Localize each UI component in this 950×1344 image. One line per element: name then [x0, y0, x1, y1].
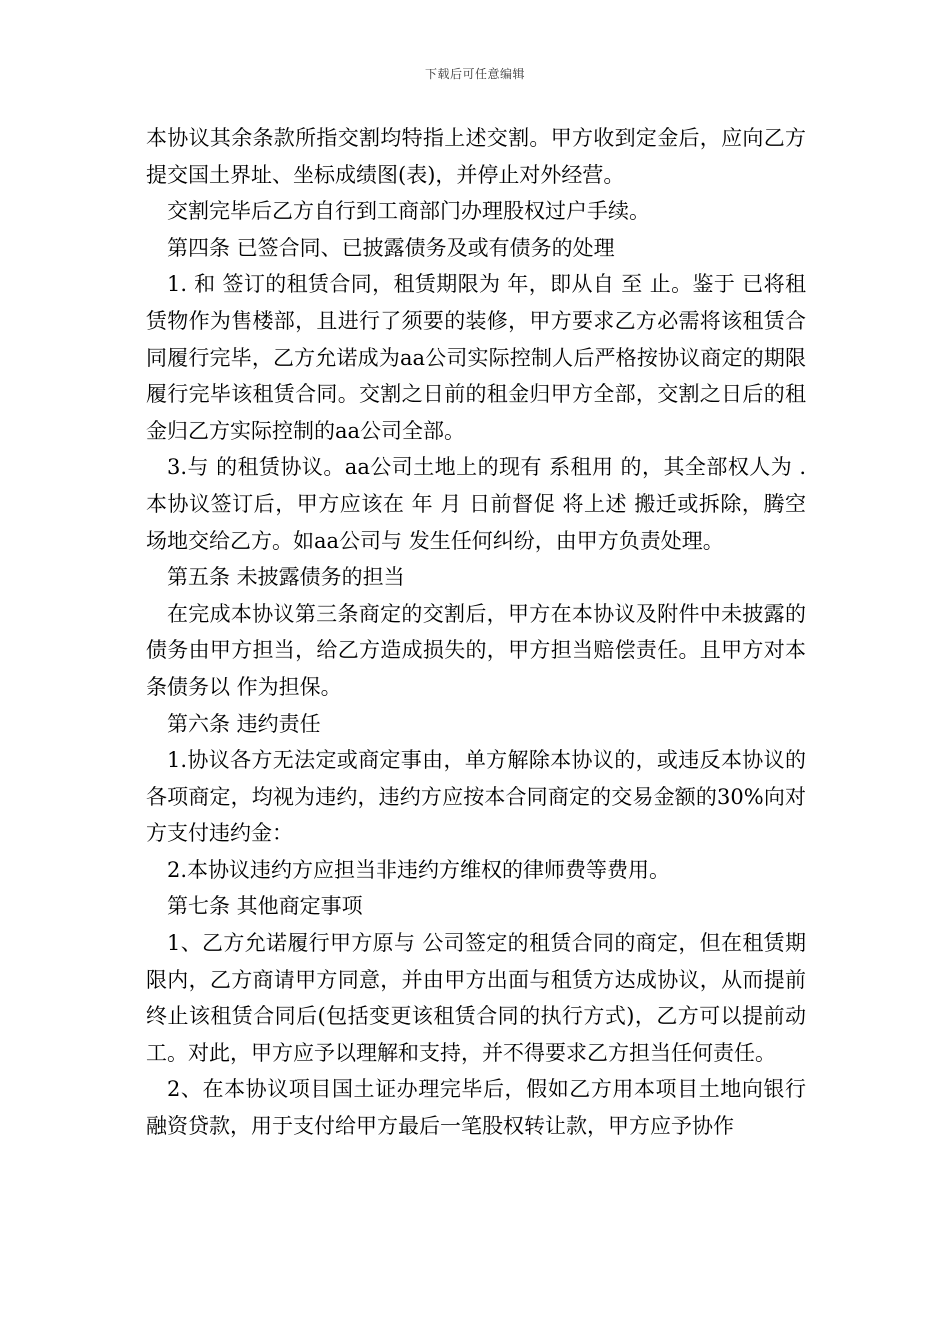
- paragraph-lease-performance: 1、乙方允诺履行甲方原与 公司签定的租赁合同的商定，但在租赁期限内，乙方商请甲方同意，并由甲方出面与租赁方达成协议，从而提前终止该租赁合同后(包括变更该租赁合同的执行方式)，乙方可以提前动工。对此，甲方应予以理解和支持，并不得要求乙方担当任何责任。: [146, 931, 806, 1065]
- section-heading-article-4: 第四条 已签合同、已披露债务及或有债务的处理: [167, 235, 615, 260]
- page-header: 下载后可任意编辑: [424, 67, 525, 81]
- document-body: [146, 120, 806, 1145]
- paragraph-delivery-terms: 本协议其余条款所指交割均特指上述交割。甲方收到定金后，应向乙方提交国土界址、坐标成绩图(表)，并停止对外经营。: [146, 126, 806, 187]
- paragraph-equity-transfer: 交割完毕后乙方自行到工商部门办理股权过户手续。: [167, 199, 650, 224]
- section-heading-article-5: 第五条 未披露债务的担当: [167, 565, 405, 590]
- paragraph-undisclosed-debt: 在完成本协议第三条商定的交割后，甲方在本协议及附件中未披露的债务由甲方担当，给乙方造成损失的，甲方担当赔偿责任。且甲方对本条债务以 作为担保。: [146, 601, 806, 699]
- paragraph-lease-agreement: 3.与 的租赁协议。aa公司土地上的现有 系租用 的，其全部权人为 .本协议签订后，甲方应该在 年 月 日前督促 将上述 搬迁或拆除，腾空场地交给乙方。如aa公司与 发生任何纠纷，由甲方负责处理。: [146, 455, 806, 553]
- paragraph-breach-penalty: 1.协议各方无法定或商定事由，单方解除本协议的，或违反本协议的各项商定，均视为违约，违约方应按本合同商定的交易金额的30%向对方支付违约金：: [146, 748, 806, 846]
- section-heading-article-7: 第七条 其他商定事项: [167, 894, 363, 919]
- section-heading-article-6: 第六条 违约责任: [167, 711, 321, 736]
- paragraph-legal-fees: 2.本协议违约方应担当非违约方维权的律师费等费用。: [167, 857, 671, 882]
- paragraph-lease-contract: 1. 和 签订的租赁合同，租赁期限为 年，即从自 至 止。鉴于 已将租赁物作为售楼部，且进行了须要的装修，甲方要求乙方必需将该租赁合同履行完毕，乙方允诺成为aa公司实际控制人后严格按协议商定的期限履行完毕该租赁合同。交割之日前的租金归甲方全部，交割之日后的租金归乙方实际控制的aa公司全部。: [146, 272, 806, 443]
- paragraph-bank-financing: 2、在本协议项目国土证办理完毕后，假如乙方用本项目土地向银行融资贷款，用于支付给甲方最后一笔股权转让款，甲方应予协作: [146, 1077, 806, 1139]
